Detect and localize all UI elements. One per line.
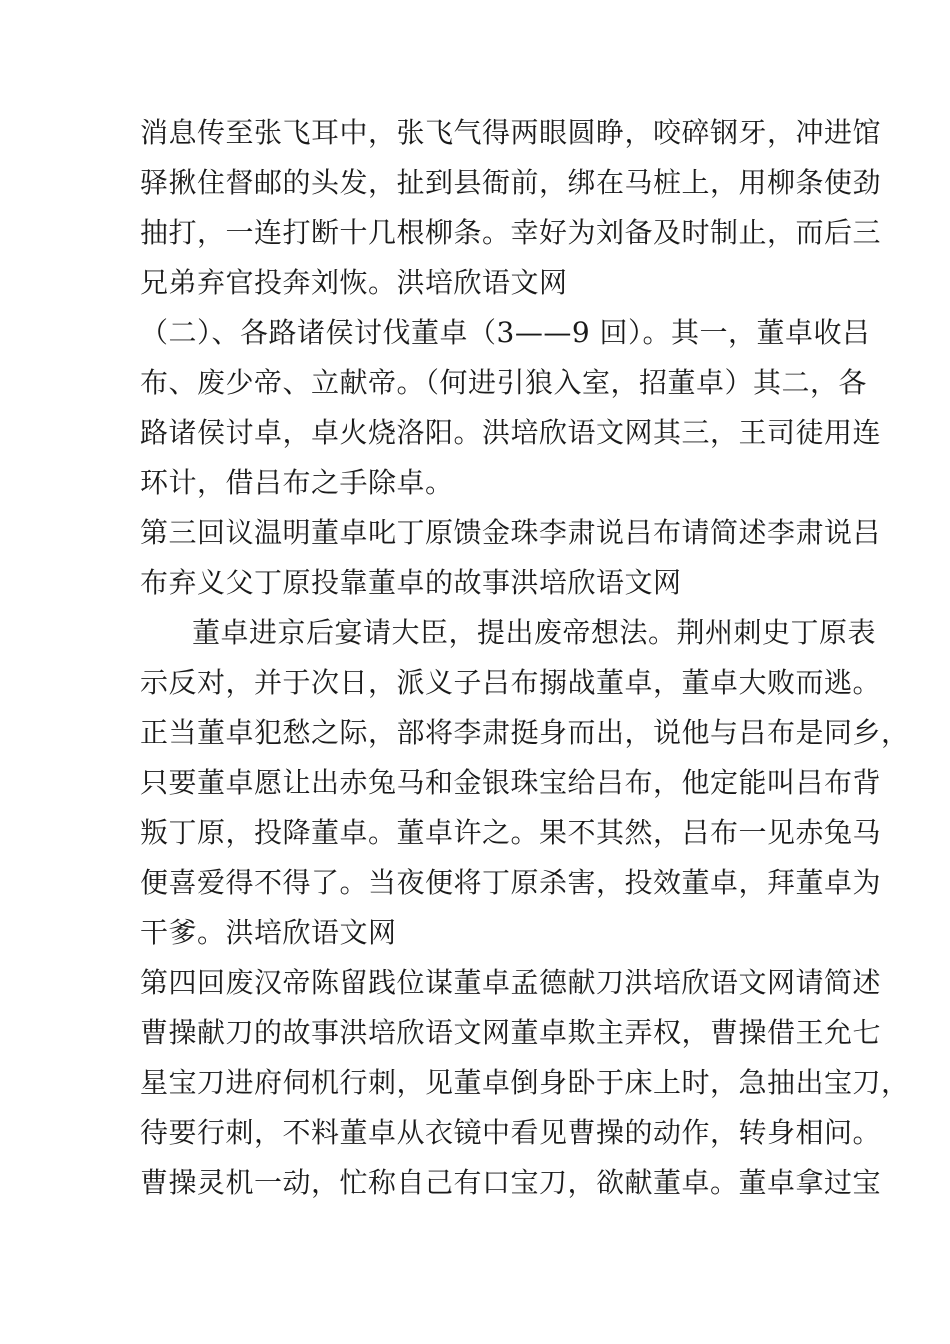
text-line: 消息传至张飞耳中，张飞气得两眼圆睁，咬碎钢牙，冲进馆 bbox=[140, 116, 882, 149]
text-line: 待要行刺，不料董卓从衣镜中看见曹操的动作，转身相问。 bbox=[140, 1116, 882, 1149]
text-line: 星宝刀进府伺机行刺，见董卓倒身卧于床上时，急抽出宝刀， bbox=[140, 1066, 910, 1099]
text-line: 路诸侯讨卓，卓火烧洛阳。洪培欣语文网其三，王司徒用连 bbox=[140, 416, 882, 449]
text-line: 正当董卓犯愁之际，部将李肃挺身而出，说他与吕布是同乡， bbox=[140, 716, 910, 749]
text-line: 曹操灵机一动，忙称自己有口宝刀，欲献董卓。董卓拿过宝 bbox=[140, 1166, 882, 1199]
text-line: 环计，借吕布之手除卓。 bbox=[140, 466, 454, 499]
document-page bbox=[140, 108, 910, 1208]
chapter-heading-line: 第四回废汉帝陈留践位谋董卓孟德献刀洪培欣语文网请简述 bbox=[140, 966, 882, 999]
text-line: 便喜爱得不得了。当夜便将丁原杀害，投效董卓，拜董卓为 bbox=[140, 866, 882, 899]
text-line: 示反对，并于次日，派义子吕布搦战董卓，董卓大败而逃。 bbox=[140, 666, 882, 699]
text-line: 只要董卓愿让出赤兔马和金银珠宝给吕布，他定能叫吕布背 bbox=[140, 766, 882, 799]
text-line: 布弃义父丁原投靠董卓的故事洪培欣语文网 bbox=[140, 566, 682, 599]
chapter-heading-line: 第三回议温明董卓叱丁原馈金珠李肃说吕布请简述李肃说吕 bbox=[140, 516, 882, 549]
text-line: 曹操献刀的故事洪培欣语文网董卓欺主弄权，曹操借王允七 bbox=[140, 1016, 882, 1049]
text-line: 布、废少帝、立献帝。（何进引狼入室，招董卓）其二，各 bbox=[140, 366, 868, 399]
section-heading-line: （二）、各路诸侯讨伐董卓（3——9 回）。其一，董卓收吕 bbox=[140, 316, 871, 349]
text-line: 干爹。洪培欣语文网 bbox=[140, 916, 397, 949]
text-line: 叛丁原，投降董卓。董卓许之。果不其然，吕布一见赤兔马 bbox=[140, 816, 882, 849]
text-line: 兄弟弃官投奔刘恢。洪培欣语文网 bbox=[140, 266, 568, 299]
text-line: 驿揪住督邮的头发，扯到县衙前，绑在马桩上，用柳条使劲 bbox=[140, 166, 882, 199]
paragraph-first-line: 董卓进京后宴请大臣，提出废帝想法。荆州刺史丁原表 bbox=[192, 616, 877, 649]
text-line: 抽打，一连打断十几根柳条。幸好为刘备及时制止，而后三 bbox=[140, 216, 882, 249]
